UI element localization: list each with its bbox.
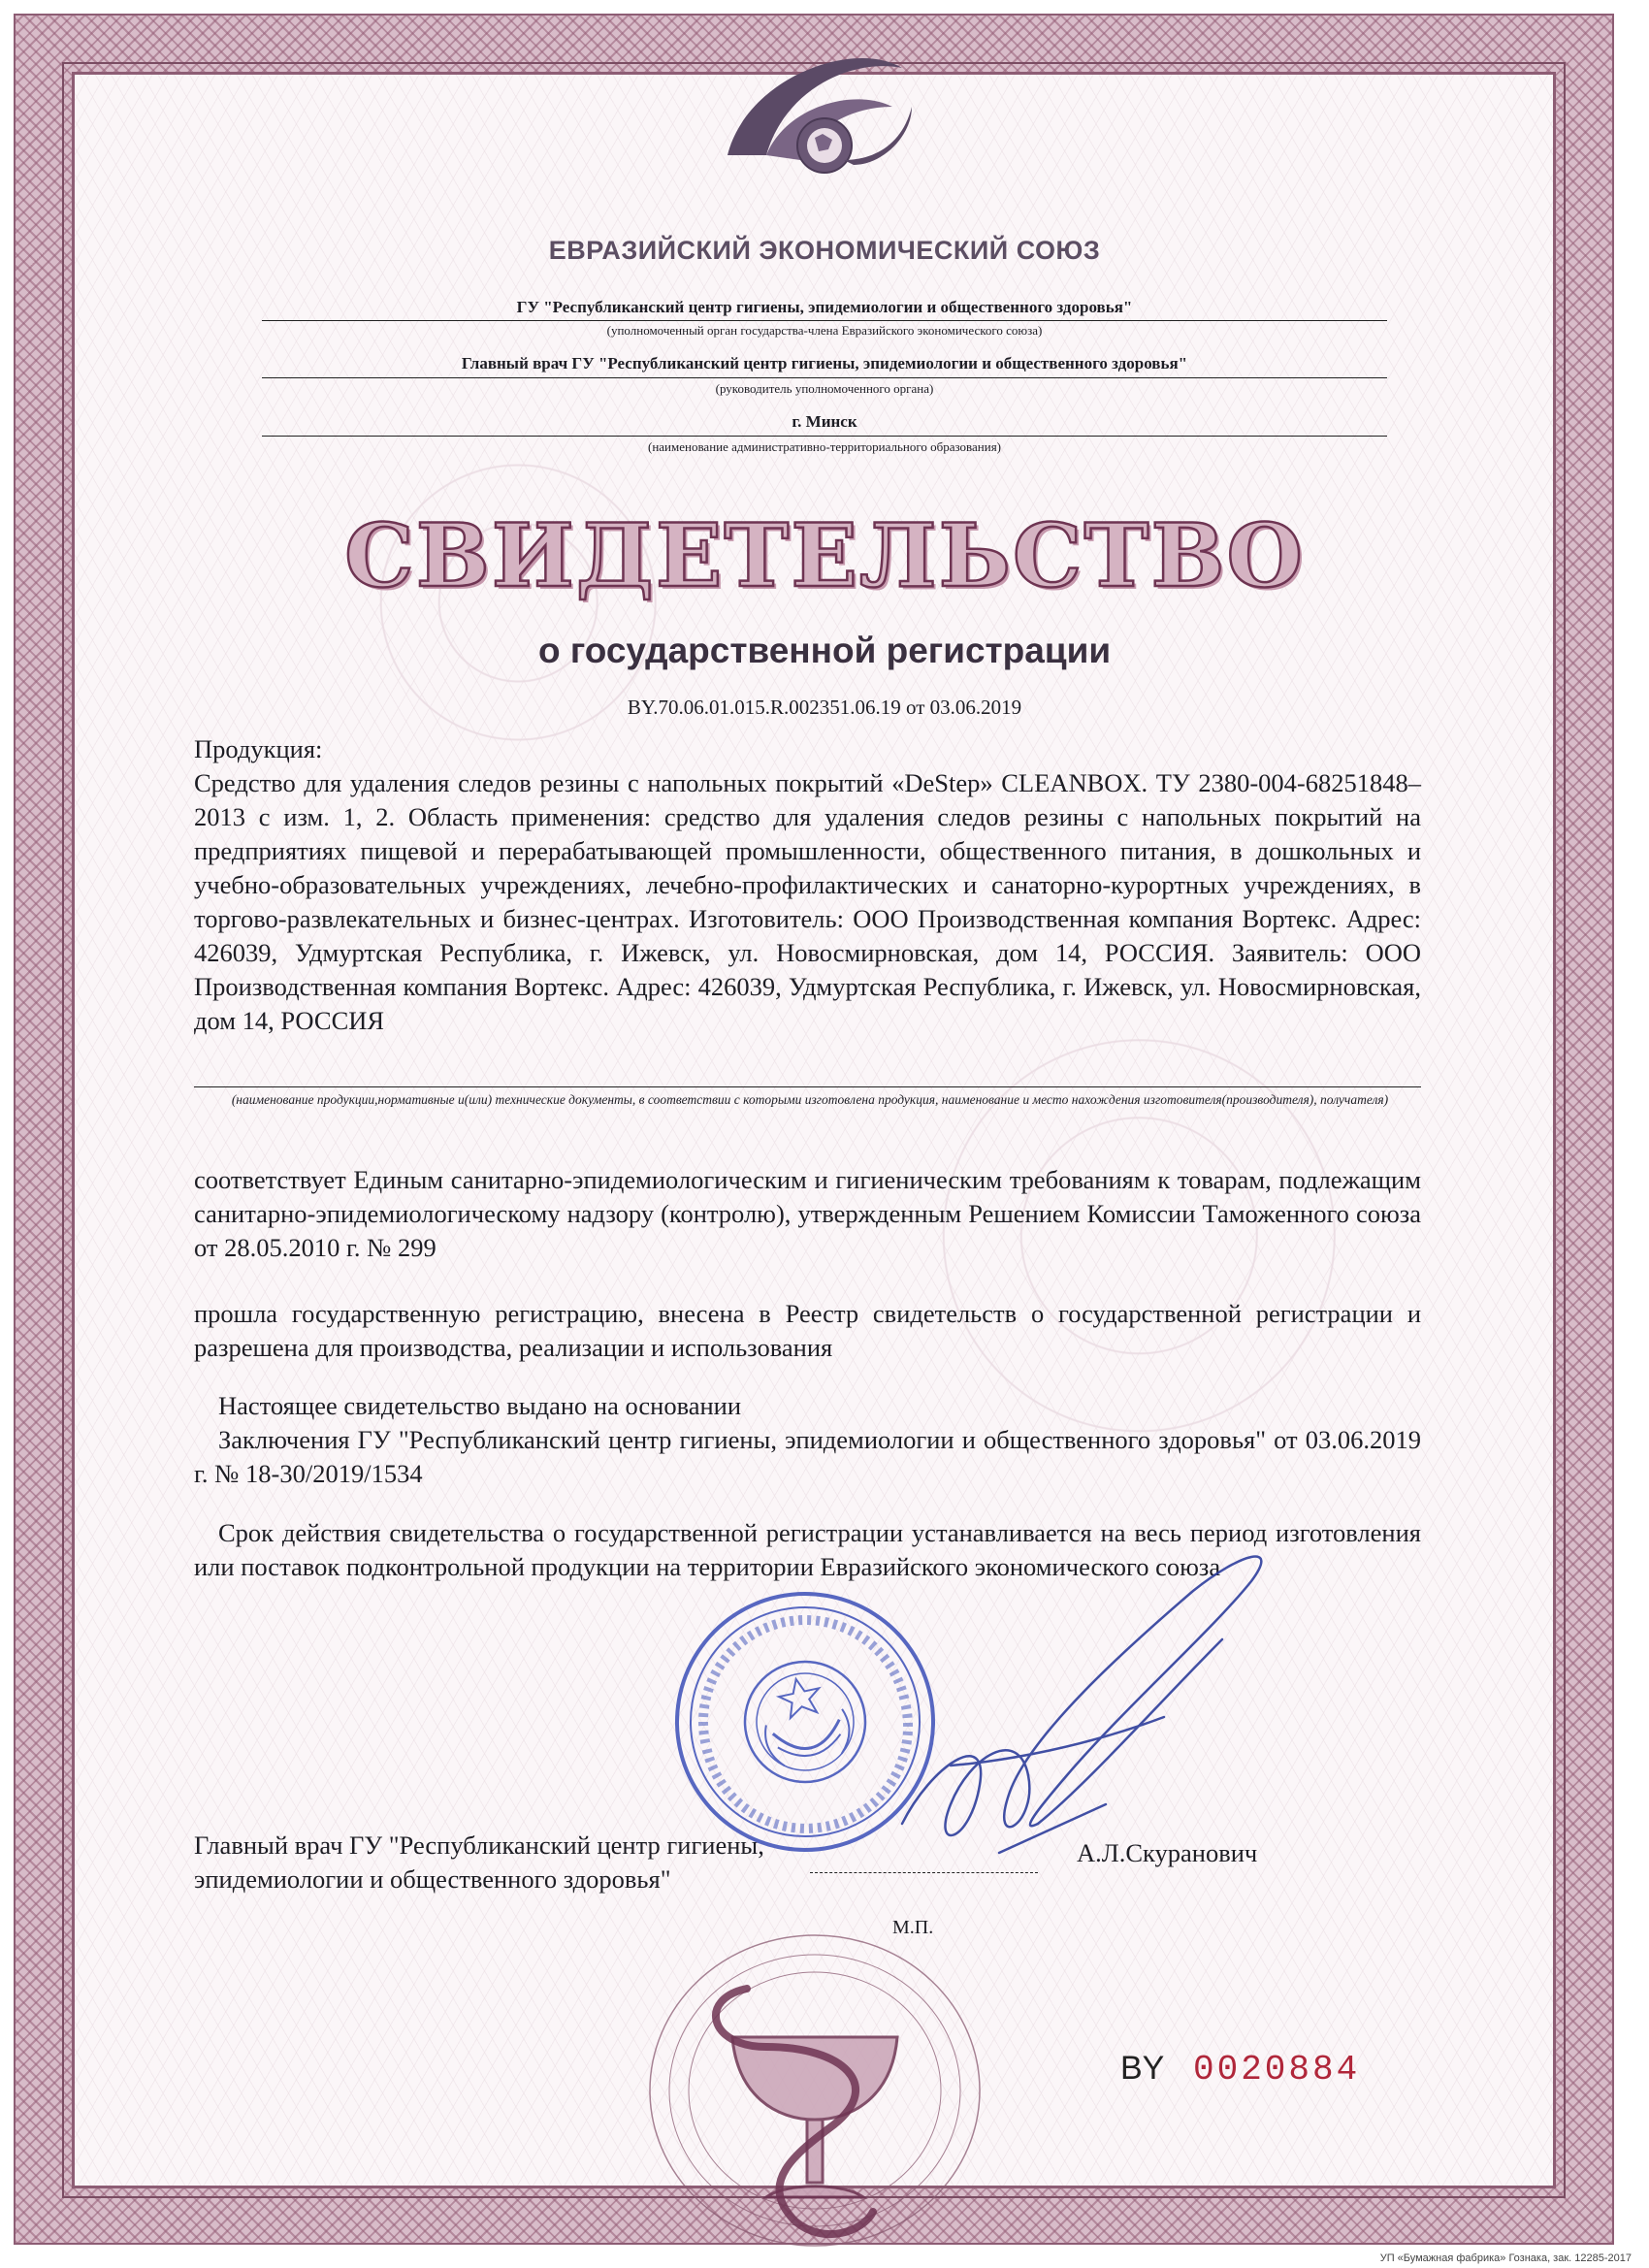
head-name: Главный врач ГУ "Республиканский центр гигиены, эпидемиологии и общественного здоровья" <box>461 354 1188 373</box>
head-caption: (руководитель уполномоченного органа) <box>715 381 934 396</box>
registration-statement: прошла государственную регистрацию, внесена в Реестр свидетельств о государственной регистрации и разрешена для производства, реализации и использования <box>194 1299 1421 1362</box>
eaeu-emblem-icon <box>708 39 922 204</box>
authority-name: ГУ "Республиканский центр гигиены, эпидемиологии и общественного здоровья" <box>516 298 1133 316</box>
signature-line <box>810 1872 1038 1873</box>
hygieia-seal-icon <box>640 1930 989 2251</box>
product-description: Средство для удаления следов резины с напольных покрытий «DeStep» CLEANBOX. ТУ 2380-004-68251848–2013 с изм. 1, 2. Область применения: средство для удаления следов резины с напольных покрытий на предприятиях пищевой и перерабатывающей промышленности, общественного питания, в дошкольных и учебно-образовательных учреждениях, лечебно-профилактических и санаторно-курортных учреждениях, в торгово-развлекательных и бизнес-центрах. Изготовитель: ООО Производственная компания Вортекс. Адрес: 426039, Удмуртская Республика, г. Ижевск, ул. Новосмирновская, дом 14, РОССИЯ. Заявитель: ООО Производственная компания Вортекс. Адрес: 426039, Удмуртская Республика, г. Ижевск, ул. Новосмирновская, дом 14, РОССИЯ <box>194 768 1421 1035</box>
divider <box>262 320 1387 321</box>
registration-number: BY.70.06.01.015.R.002351.06.19 от 03.06.2019 <box>627 696 1022 719</box>
product-caption: (наименование продукции,нормативные и(или) технические документы, в соответствии с которыми изготовлена продукция, наименование и место нахождения изготовителя(производителя), получателя) <box>231 1092 1389 1107</box>
serial-prefix: BY <box>1120 2050 1165 2087</box>
validity-statement: Срок действия свидетельства о государственной регистрации устанавливается на весь период изготовления или поставок подконтрольной продукции на территории Евразийского экономического союза <box>194 1518 1421 1581</box>
divider <box>262 436 1387 437</box>
signatory-position: Главный врач ГУ "Республиканский центр гигиены, эпидемиологии и общественного здоровья" <box>194 1831 764 1894</box>
signatory-name: А.Л.Скуранович <box>1077 1838 1258 1867</box>
product-label: Продукция: <box>194 734 323 763</box>
union-name: ЕВРАЗИЙСКИЙ ЭКОНОМИЧЕСКИЙ СОЮЗ <box>548 236 1101 265</box>
authority-caption: (уполномоченный орган государства-члена Евразийского экономического союза) <box>606 323 1043 338</box>
certificate-title: СВИДЕТЕЛЬСТВО <box>344 504 1305 607</box>
printer-note: УП «Бумажная фабрика» Гознака, зак. 12285-2017 <box>1379 2252 1632 2264</box>
signature-icon <box>873 1533 1358 1882</box>
divider <box>262 377 1387 378</box>
serial-number: 0020884 <box>1193 2050 1361 2090</box>
city-caption: (наименование административно-территориального образования) <box>647 439 1002 454</box>
basis-conclusion: Заключения ГУ "Республиканский центр гигиены, эпидемиологии и общественного здоровья" от 03.06.2019 г. № 18-30/2019/1534 <box>194 1425 1421 1488</box>
conformity-statement: соответствует Единым санитарно-эпидемиологическим и гигиеническим требованиям к товарам, подлежащим санитарно-эпидемиологическому надзору (контролю), утвержденным Решением Комиссии Таможенного союза от 28.05.2010 г. № 299 <box>194 1165 1421 1262</box>
basis-line: Настоящее свидетельство выдано на основании <box>218 1391 742 1420</box>
seal-mark: М.П. <box>892 1917 934 1938</box>
divider <box>194 1086 1421 1087</box>
certificate-subtitle: о государственной регистрации <box>537 631 1112 670</box>
city-name: г. Минск <box>792 412 857 431</box>
